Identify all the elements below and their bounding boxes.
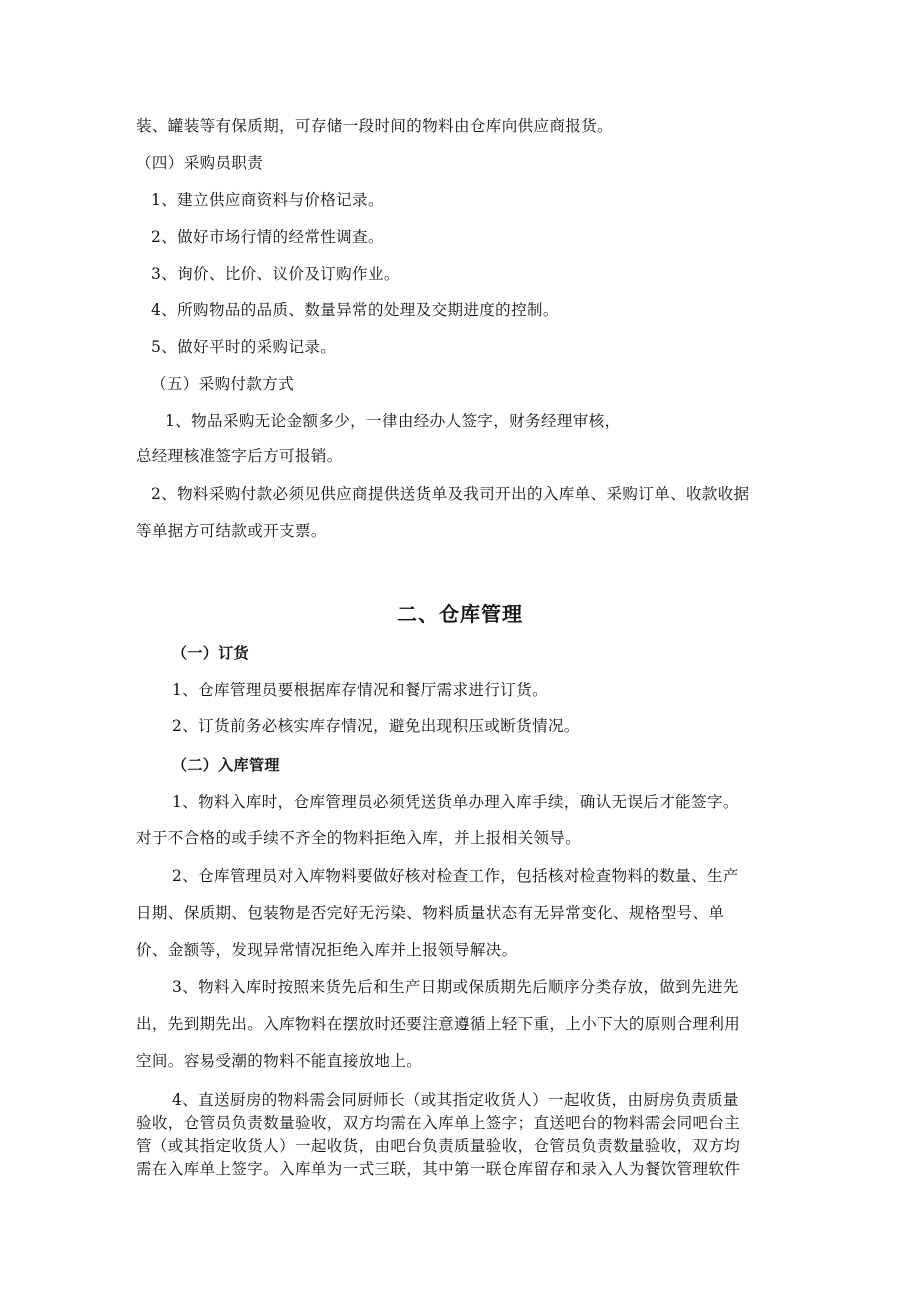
section-heading-five: （五）采购付款方式 [151, 375, 295, 393]
list-item: 1、建立供应商资料与价格记录。 [151, 191, 384, 209]
text-line: 验收，仓管员负责数量验收，双方均需在入库单上签字；直送吧台的物料需会同吧台主 [136, 1114, 741, 1132]
text-line: 1、物品采购无论金额多少，一律由经办人签字，财务经理审核， [165, 412, 621, 430]
list-item: 3、询价、比价、议价及订购作业。 [151, 265, 400, 283]
text-line: 出，先到期先出。入库物料在摆放时还要注意遵循上轻下重，上小下大的原则合理利用 [136, 1015, 741, 1033]
text-line: 1、物料入库时，仓库管理员必须凭送货单办理入库手续，确认无误后才能签字。 [172, 793, 739, 811]
text-line: 总经理核准签字后方可报销。 [136, 447, 343, 465]
text-line: 装、罐装等有保质期，可存储一段时间的物料由仓库向供应商报货。 [136, 117, 614, 135]
text-line: 管（或其指定收货人）一起收货，由吧台负责质量验收，仓管员负责数量验收，双方均 [136, 1137, 741, 1155]
text-line: 2、物料采购付款必须见供应商提供送货单及我司开出的入库单、采购订单、收款收据 [151, 485, 750, 503]
chapter-heading: 二、仓库管理 [397, 602, 523, 626]
list-item: 2、做好市场行情的经常性调查。 [151, 228, 384, 246]
text-line: 3、物料入库时按照来货先后和生产日期或保质期先后顺序分类存放，做到先进先 [172, 978, 739, 996]
list-item: 5、做好平时的采购记录。 [151, 338, 337, 356]
text-line: 需在入库单上签字。入库单为一式三联，其中第一联仓库留存和录入人为餐饮管理软件 [136, 1160, 741, 1178]
subsection-heading: （二）入库管理 [172, 756, 280, 774]
section-heading-four: （四）采购员职责 [136, 154, 264, 172]
list-item: 4、所购物品的品质、数量异常的处理及交期进度的控制。 [151, 301, 559, 319]
text-line: 1、仓库管理员要根据库存情况和餐厅需求进行订货。 [172, 681, 548, 699]
text-line: 等单据方可结款或开支票。 [136, 522, 327, 540]
text-line: 空间。容易受潮的物料不能直接放地上。 [136, 1052, 423, 1070]
text-line: 4、直送厨房的物料需会同厨师长（或其指定收货人）一起收货，由厨房负责质量 [172, 1091, 739, 1109]
text-line: 日期、保质期、包装物是否完好无污染、物料质量状态有无异常变化、规格型号、单 [136, 904, 725, 922]
text-line: 对于不合格的或手续不齐全的物料拒绝入库，并上报相关领导。 [136, 829, 582, 847]
subsection-heading: （一）订货 [172, 644, 250, 662]
text-line: 价、金额等，发现异常情况拒绝入库并上报领导解决。 [136, 941, 518, 959]
text-line: 2、订货前务必核实库存情况，避免出现积压或断货情况。 [172, 717, 580, 735]
text-line: 2、仓库管理员对入库物料要做好核对检查工作，包括核对检查物料的数量、生产 [172, 867, 739, 885]
